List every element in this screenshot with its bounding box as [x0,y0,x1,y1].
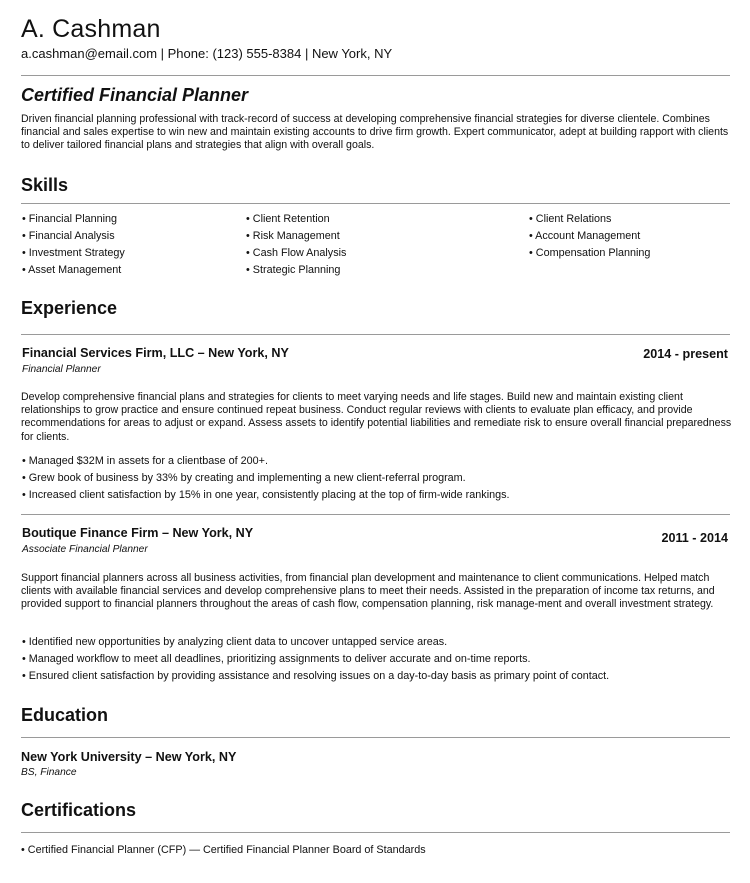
experience-heading: Experience [21,298,118,318]
certifications-heading: Certifications [21,800,137,820]
job-employer: Boutique Finance Firm – New York, NY [22,526,254,540]
job-description: Support financial planners across all business activities, from financial plan development and maintenance to client communications. Helped match clients with available financial services and develop comprehensive plans to meet their needs. Assisted in the preparation of income tax returns, and provided support to financial planners throughout the areas of cash flow, compensation planning, risk manage-ment and overall investment strategy. [21,572,715,611]
degree: BS, Finance [21,767,77,778]
divider [21,334,730,335]
divider [21,514,730,515]
candidate-name: A. Cashman [21,15,161,43]
skill-item: • Account Management [529,230,641,242]
divider [21,832,730,833]
skill-item: • Client Relations [529,213,612,225]
skill-item: • Financial Analysis [22,230,115,242]
job-bullet: • Grew book of business by 33% by creating and implementing a new client-referral program. [22,472,466,484]
job-bullet: • Managed $32M in assets for a clientbase of 200+. [22,455,268,467]
skill-item: • Client Retention [246,213,330,225]
job-dates: 2014 - present [643,347,728,361]
job-dates: 2011 - 2014 [661,531,728,545]
skill-item: • Investment Strategy [22,247,125,259]
divider [21,203,730,204]
divider [21,75,730,76]
summary-text: Driven financial planning professional with track-record of success at developing comprehensive financial strategies for diverse clientele. Combines financial and sales expertise to win new and maintain existing accounts to drive firm growth. Expert communicator, adept at building rapport with clients to deliver tailored financial plans and strategies that align with overall goals. [21,113,729,152]
contact-line: a.cashman@email.com | Phone: (123) 555-8384 | New York, NY [21,46,393,61]
job-employer: Financial Services Firm, LLC – New York, NY [22,346,289,360]
job-bullet: • Increased client satisfaction by 15% in one year, consistently placing at the top of firm-wide rankings. [22,489,510,501]
job-bullet: • Identified new opportunities by analyzing client data to uncover untapped service areas. [22,636,448,648]
skill-item: • Strategic Planning [246,264,341,276]
skill-item: • Financial Planning [22,213,118,225]
job-bullet: • Managed workflow to meet all deadlines, prioritizing assignments to deliver accurate and on-time reports. [22,653,531,665]
job-bullet: • Ensured client satisfaction by providing assistance and resolving issues on a day-to-day basis as primary point of contact. [22,670,610,682]
school-name: New York University – New York, NY [21,750,237,764]
skill-item: • Asset Management [22,264,122,276]
education-heading: Education [21,705,109,725]
certification-item: • Certified Financial Planner (CFP) — Certified Financial Planner Board of Standards [21,844,426,856]
skills-heading: Skills [21,175,69,195]
job-role: Associate Financial Planner [22,544,148,555]
skill-item: • Risk Management [246,230,340,242]
job-role: Financial Planner [22,364,101,375]
skill-item: • Cash Flow Analysis [246,247,347,259]
job-description: Develop comprehensive financial plans and strategies for clients to meet varying needs and life stages. Build new and maintain existing client relationships to grow practice and ensure continued repeat business. Conduct regular reviews with clients to evaluate plan efficacy, and provide recommendations for areas to adjust or expand. Assess assets to identify potential liabilities and remediate risk to ensure overall financial preparedness for clients. [21,391,732,443]
professional-title: Certified Financial Planner [21,85,249,105]
divider [21,737,730,738]
skill-item: • Compensation Planning [529,247,651,259]
